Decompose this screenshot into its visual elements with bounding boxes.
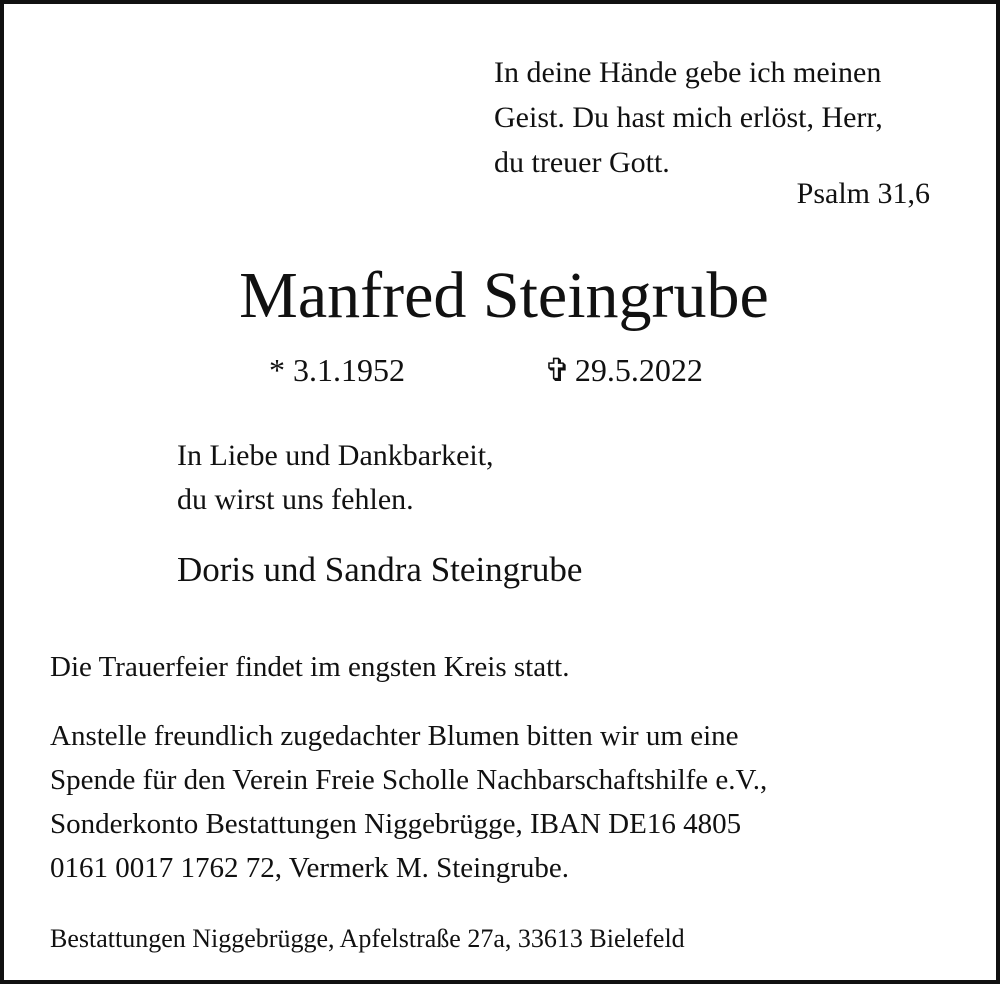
mourners-names: Doris und Sandra Steingrube [177, 550, 583, 589]
donation-line: Spende für den Verein Freie Scholle Nachbarschaftshilfe e.V., [50, 764, 768, 796]
undertaker-address: Bestattungen Niggebrügge, Apfelstraße 27a, 33613 Bielefeld [50, 924, 685, 953]
birth-date: * 3.1.1952 [269, 352, 405, 388]
death-date: 29.5.2022 [574, 352, 703, 388]
donation-line: Anstelle freundlich zugedachter Blumen bitten wir um eine [50, 720, 739, 752]
donation-notice [50, 714, 767, 890]
psalm-quote-line: In deine Hände gebe ich meinen [494, 56, 882, 89]
psalm-reference: Psalm 31,6 [796, 177, 930, 210]
donation-line: Sonderkonto Bestattungen Niggebrügge, IBAN DE16 4805 [50, 808, 742, 840]
psalm-quote-line: du treuer Gott. [494, 146, 670, 179]
ceremony-notice: Die Trauerfeier findet im engsten Kreis statt. [50, 651, 570, 683]
psalm-quote-line: Geist. Du hast mich erlöst, Herr, [494, 101, 883, 134]
donation-line: 0161 0017 1762 72, Vermerk M. Steingrube. [50, 852, 569, 884]
dedication-line: du wirst uns fehlen. [177, 483, 414, 516]
death-date-group [544, 348, 703, 392]
psalm-quote [494, 50, 883, 185]
deceased-name: Manfred Steingrube [239, 259, 769, 332]
dedication [177, 434, 494, 522]
cross-icon: ✞ [544, 352, 571, 388]
dedication-line: In Liebe und Dankbarkeit, [177, 439, 494, 472]
